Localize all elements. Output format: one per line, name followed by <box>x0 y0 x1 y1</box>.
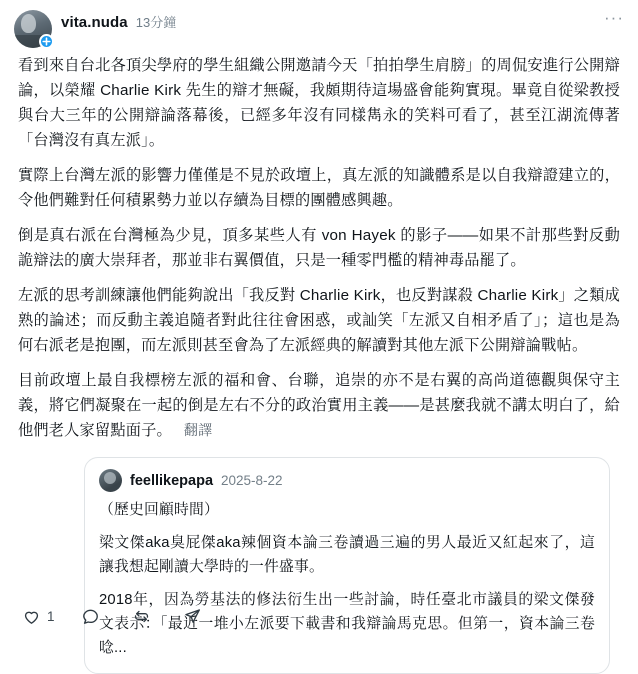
plus-icon[interactable] <box>39 34 54 49</box>
quoted-post-card[interactable] <box>84 457 610 674</box>
post-body <box>14 53 624 443</box>
post-paragraph: 看到來自台北各頂尖學府的學生組織公開邀請今天「拍拍學生肩膀」的周侃安進行公開辯論，以榮耀 Charlie Kirk 先生的辯才無礙，我頗期待這場盛會能夠實現。畢竟自從梁教授與台大三年的公開辯論落幕後，已經多年沒有同樣雋永的笑料可看了，甚至江湖流傳著「台灣沒有真左派」。 <box>18 57 620 149</box>
post-paragraph: 實際上台灣左派的影響力僅僅是不見於政壇上，真左派的知識體系是以自我辯證建立的，令他們難對任何積累勢力並以存續為目標的團體感興趣。 <box>18 167 620 209</box>
like-button[interactable] <box>22 607 55 626</box>
share-icon <box>183 607 202 626</box>
timestamp: 13分鐘 <box>135 15 177 30</box>
post-author-line <box>61 10 595 31</box>
share-button[interactable] <box>183 607 208 626</box>
quoted-avatar[interactable] <box>99 469 122 492</box>
username[interactable]: vita.nuda <box>61 14 128 31</box>
action-bar <box>22 607 208 626</box>
post-header <box>14 10 624 50</box>
more-options-button[interactable]: ··· <box>604 8 624 27</box>
repost-icon <box>132 607 151 626</box>
comment-icon <box>81 607 100 626</box>
quoted-paragraph: 2018年，因為勞基法的修法衍生出一些討論，時任臺北市議員的梁文傑發文表示：「最近一堆小左派要下載書和我辯論馬克思。但第一，資本論三卷唸... <box>99 592 595 656</box>
post-paragraph-text: 目前政壇上最自我標榜左派的福和會、台聯，追崇的亦不是右翼的高尚道德觀與保守主義，將它們凝聚在一起的倒是左右不分的政治實用主義——是甚麼我就不講太明白了，給他們老人家留點面子。 <box>18 372 620 439</box>
quoted-paragraph: 梁文傑aka臭屁傑aka辣個資本論三卷讀過三遍的男人最近又紅起來了，這讓我想起剛讀大學時的一件盛事。 <box>99 535 595 575</box>
translate-link[interactable]: 翻譯 <box>183 422 213 438</box>
quoted-paragraph: （歷史回顧時間） <box>99 502 219 518</box>
comment-button[interactable] <box>81 607 106 626</box>
quoted-date: 2025-8-22 <box>221 473 283 488</box>
heart-icon <box>22 607 41 626</box>
post-paragraph: 倒是真右派在台灣極為少見，頂多某些人有 von Hayek 的影子——如果不計那些對反動詭辯法的廣大崇拜者，那並非右翼價值，只是一種零門檻的精神毒品罷了。 <box>18 227 620 269</box>
post-paragraph-last <box>18 368 620 443</box>
quoted-post-header <box>99 469 595 492</box>
like-count: 1 <box>47 609 55 624</box>
avatar[interactable] <box>14 10 52 48</box>
post-paragraph: 左派的思考訓練讓他們能夠說出「我反對 Charlie Kirk，也反對謀殺 Charlie Kirk」之類成熟的論述；而反動主義追隨者對此往往會困惑，或訕笑「左派又自相矛盾了」；這也是為何右派老是抱團，而左派則甚至會為了左派經典的解讀對其他左派下公開辯論戰帖。 <box>18 287 620 354</box>
repost-button[interactable] <box>132 607 157 626</box>
quoted-username[interactable]: feellikepapa <box>130 472 214 489</box>
